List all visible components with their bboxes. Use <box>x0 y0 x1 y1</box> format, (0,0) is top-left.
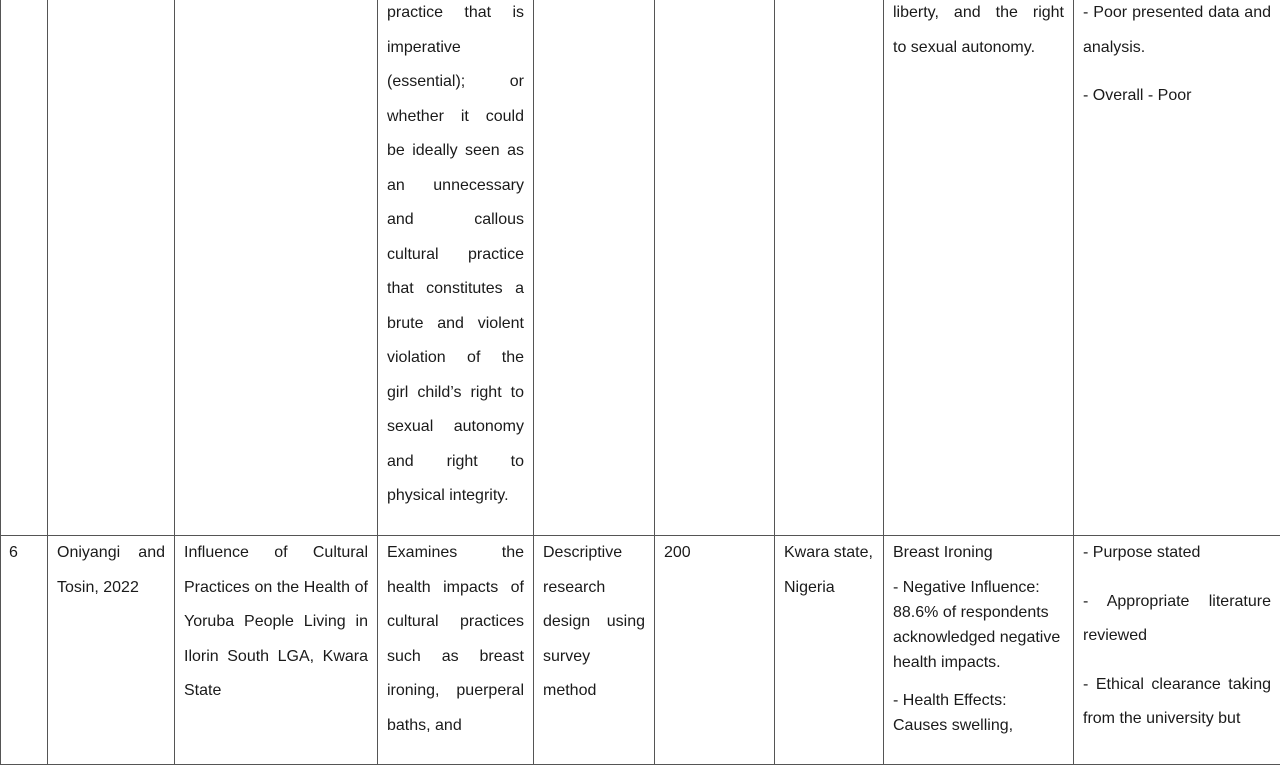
purpose-line: cultural practice <box>387 238 524 273</box>
purpose-line: an unnecessary <box>387 169 524 204</box>
design-cell <box>534 0 655 536</box>
table-row <box>1 0 1280 536</box>
sample-cell: 200 <box>655 536 775 765</box>
row-number-cell <box>1 0 48 536</box>
purpose-line: sexual autonomy <box>387 410 524 445</box>
purpose-line: violation of the <box>387 341 524 376</box>
quality-cell <box>1074 0 1280 536</box>
findings-item: - Health Effects: Causes swelling, <box>893 688 1064 738</box>
purpose-line: practice that is <box>387 0 524 31</box>
purpose-line: girl child’s right to <box>387 376 524 411</box>
purpose-line: be ideally seen as <box>387 134 524 169</box>
findings-line: liberty, and the right <box>893 0 1064 31</box>
purpose-line: and right to <box>387 445 524 480</box>
purpose-cell <box>378 0 534 536</box>
table-row <box>1 536 1280 765</box>
purpose-line: whether it could <box>387 100 524 135</box>
quality-item: - Poor presented data and analysis. <box>1083 0 1271 65</box>
title-cell: Influence of Cultural Practices on the Health of Yoruba People Living in Ilorin South LGA, Kwara State <box>175 536 378 765</box>
purpose-line: imperative <box>387 31 524 66</box>
quality-item: - Ethical clearance taking from the university but <box>1083 668 1271 737</box>
sample-cell <box>655 0 775 536</box>
location-cell <box>775 0 884 536</box>
purpose-line: (essential); or <box>387 65 524 100</box>
findings-cell <box>884 536 1074 765</box>
findings-heading: Breast Ironing <box>893 536 1064 571</box>
purpose-line: and callous <box>387 203 524 238</box>
quality-item: - Appropriate literature reviewed <box>1083 585 1271 654</box>
quality-item: - Purpose stated <box>1083 536 1271 571</box>
purpose-line: physical integrity. <box>387 479 524 514</box>
location-cell: Kwara state, Nigeria <box>775 536 884 765</box>
purpose-line: brute and violent <box>387 307 524 342</box>
design-cell: Descriptive research design using survey method <box>534 536 655 765</box>
author-cell: Oniyangi and Tosin, 2022 <box>48 536 175 765</box>
purpose-line: that constitutes a <box>387 272 524 307</box>
title-cell <box>175 0 378 536</box>
quality-cell <box>1074 536 1280 765</box>
findings-line: to sexual autonomy. <box>893 31 1064 66</box>
findings-item: - Negative Influence: 88.6% of respondents acknowledged negative health impacts. <box>893 575 1064 675</box>
findings-details <box>893 575 1064 738</box>
quality-item: - Overall - Poor <box>1083 79 1271 114</box>
findings-cell <box>884 0 1074 536</box>
author-cell <box>48 0 175 536</box>
purpose-cell: Examines the health impacts of cultural practices such as breast ironing, puerperal baths, and <box>378 536 534 765</box>
row-number-cell: 6 <box>1 536 48 765</box>
